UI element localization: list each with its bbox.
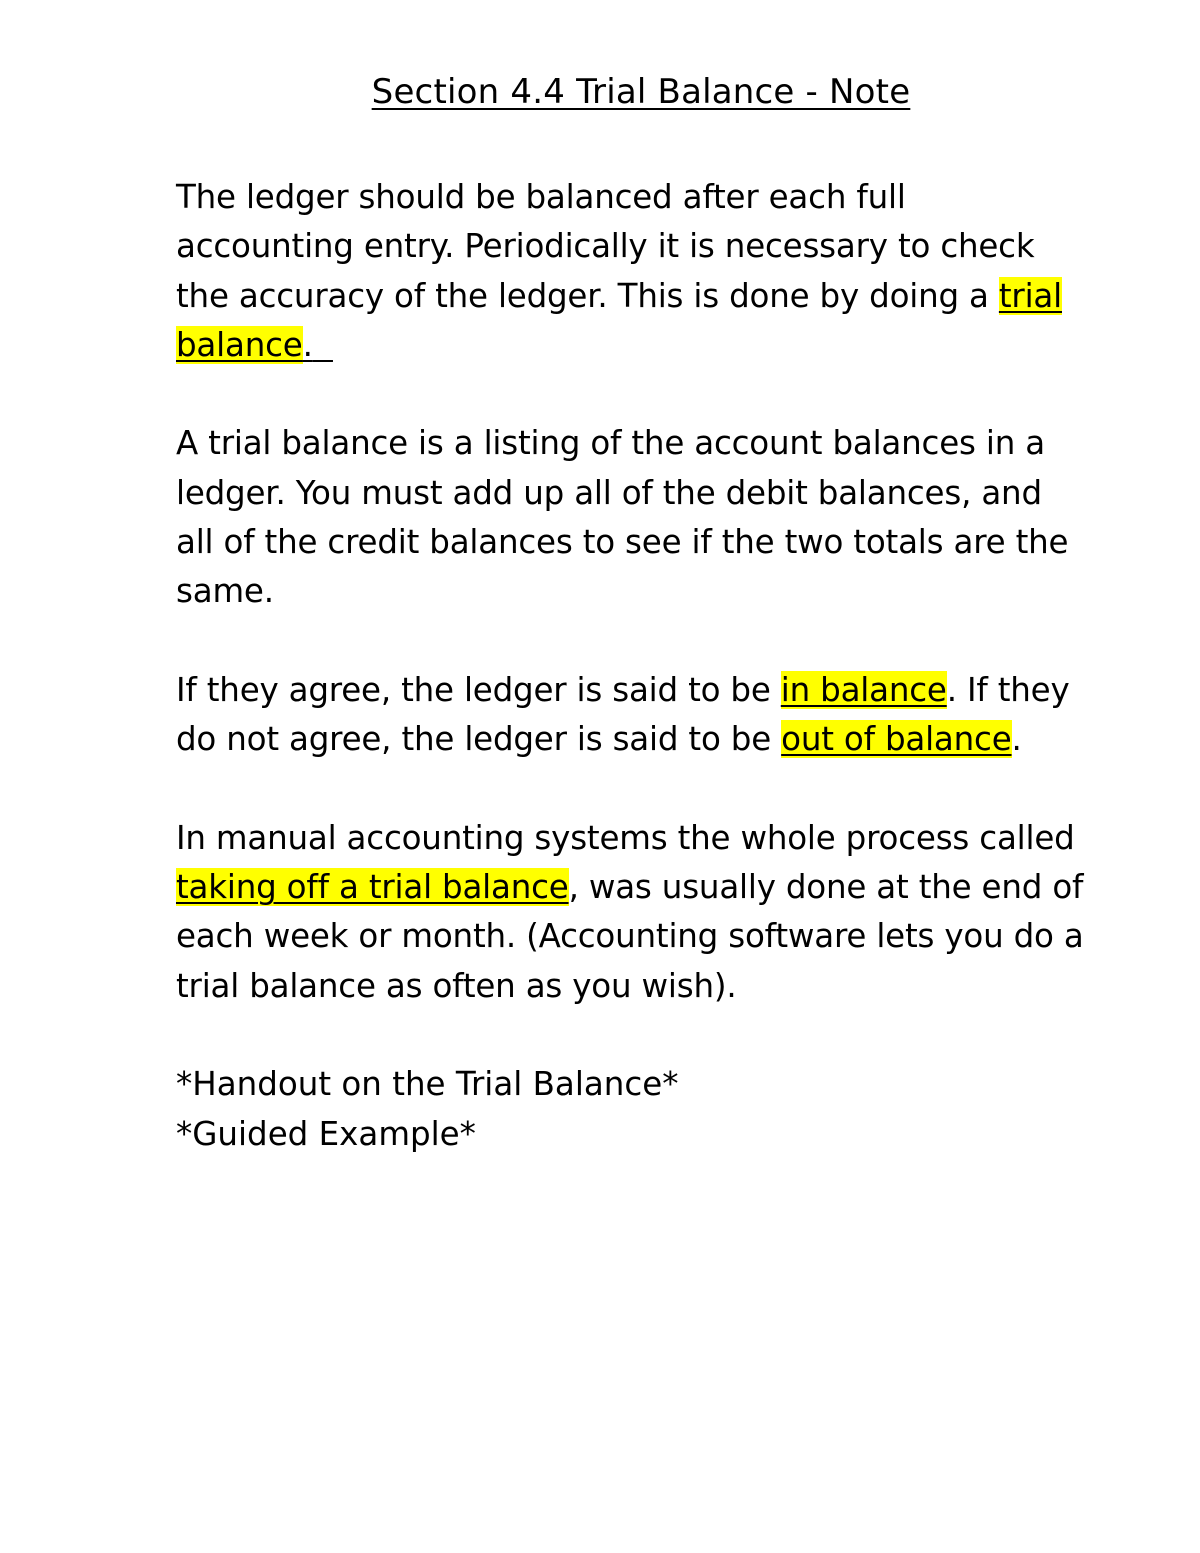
page-title: Section 4.4 Trial Balance - Note (371, 72, 911, 112)
highlighted-term-out-of-balance: out of balance (781, 720, 1012, 759)
footer-guided-example-note: *Guided Example* (176, 1114, 476, 1153)
paragraph-text: , was usually done at the end of each week or month. (Accounting software lets you do a trial balance as often as you wish). (176, 868, 1084, 1005)
highlighted-term-trial-balance: trial balance (176, 276, 1062, 364)
paragraph-text: . (1011, 720, 1022, 759)
footer-handout-note: *Handout on the Trial Balance* (176, 1065, 679, 1104)
paragraph-agreement (176, 666, 1086, 765)
paragraph-text: In manual accounting systems the whole process called (176, 818, 1075, 857)
paragraph-ledger-balancing (176, 173, 1086, 370)
paragraph-trial-balance-definition: A trial balance is a listing of the account balances in a ledger. You must add up all of the debit balances, and all of the credit balances to see if the two totals are the same. (176, 424, 1069, 611)
paragraph-text: . If they do not agree, the ledger is said to be (176, 670, 1070, 759)
highlighted-term-taking-off-trial-balance: taking off a trial balance (176, 868, 569, 907)
paragraph-text: The ledger should be balanced after each full accounting entry. Periodically it is necessary to check the accuracy of the ledger. This is done by doing a (176, 178, 1035, 315)
paragraph-manual-systems (176, 814, 1086, 1011)
paragraph-text: . (302, 325, 313, 364)
paragraph-text: If they agree, the ledger is said to be (176, 670, 781, 709)
footer-notes (176, 1060, 1086, 1159)
document-page (176, 66, 1086, 1159)
highlighted-term-in-balance: in balance (780, 670, 947, 709)
underline-trailing-space (313, 326, 333, 364)
